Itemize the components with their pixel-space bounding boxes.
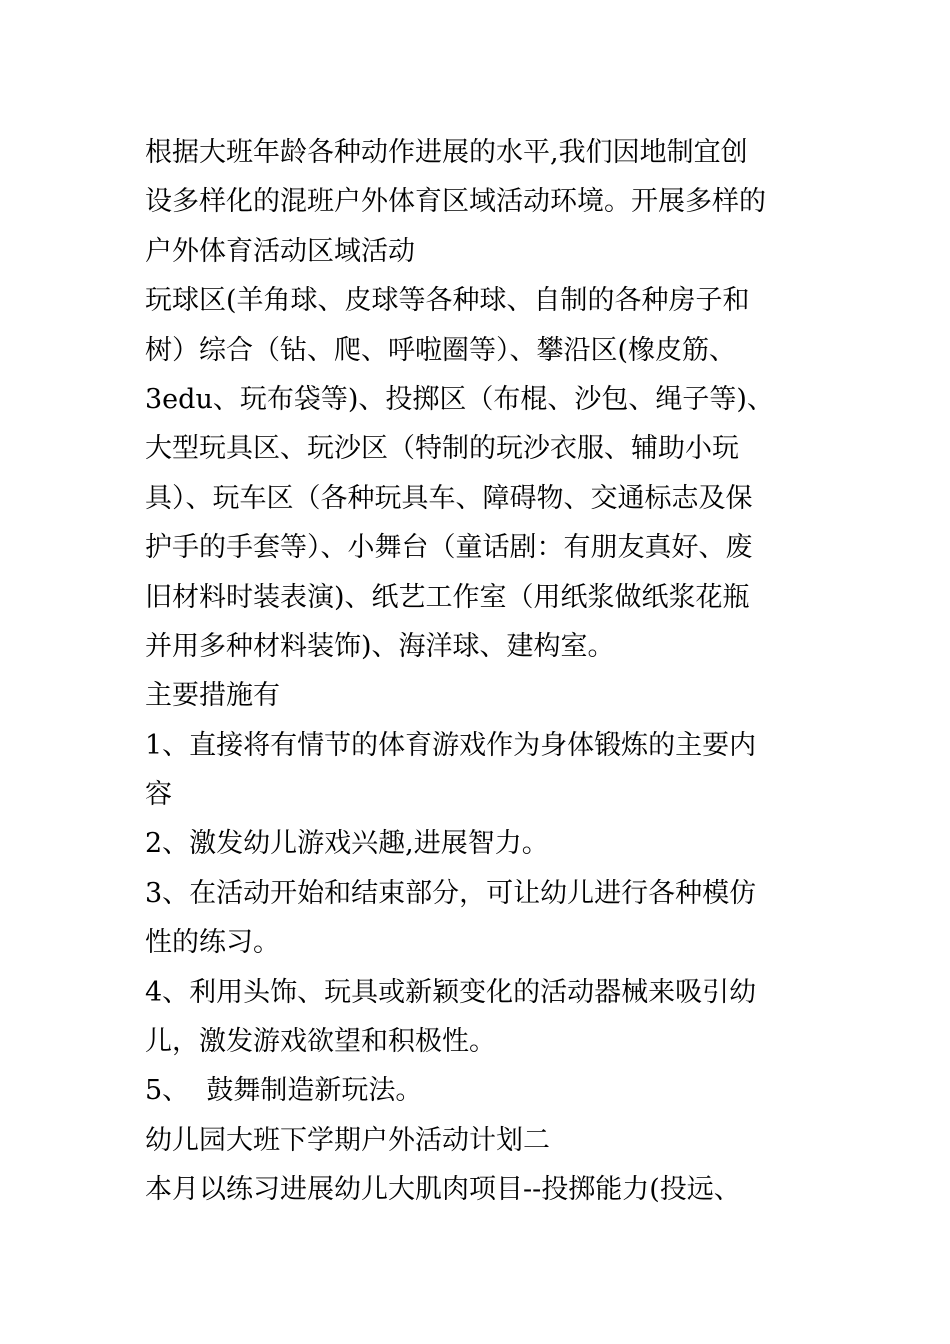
- body-text-line: 本月以练习进展幼儿大肌肉项目--投掷能力(投远、: [145, 1174, 741, 1206]
- body-text-line: 并用多种材料装饰)、海洋球、建构室。: [145, 630, 615, 662]
- body-text-line: 设多样化的混班户外体育区域活动环境。开展多样的: [145, 186, 766, 218]
- body-text-line: 大型玩具区、玩沙区（特制的玩沙衣服、辅助小玩: [145, 433, 739, 465]
- body-text-line: 3edu、玩布袋等)、投掷区（布棍、沙包、绳子等)、: [145, 383, 774, 415]
- list-item: 1、直接将有情节的体育游戏作为身体锻炼的主要内: [145, 729, 757, 761]
- body-text-line: 根据大班年龄各种动作进展的水平,我们因地制宜创: [145, 137, 748, 168]
- list-item-continuation: 儿，激发游戏欲望和积极性。: [145, 1026, 496, 1058]
- section-heading: 主要措施有: [145, 680, 280, 712]
- list-item: 3、在活动开始和结束部分，可让幼儿进行各种模仿: [145, 877, 757, 909]
- list-item-continuation: 性的练习。: [145, 927, 280, 959]
- body-text-line: 玩球区(羊角球、皮球等各种球、自制的各种房子和: [145, 285, 750, 317]
- list-item: 5、 鼓舞制造新玩法。: [145, 1075, 423, 1107]
- body-text-line: 树）综合（钻、爬、呼啦圈等）、攀沿区(橡皮筋、: [145, 334, 737, 366]
- section-heading: 幼儿园大班下学期户外活动计划二: [145, 1124, 550, 1156]
- body-text-line: 护手的手套等）、小舞台（童话剧：有朋友真好、废: [145, 532, 753, 564]
- body-text-line: 户外体育活动区域活动: [145, 235, 415, 267]
- document-body: [145, 128, 810, 1215]
- body-text-line: 具）、玩车区（各种玩具车、障碍物、交通标志及保: [145, 482, 753, 514]
- list-item: 4、利用头饰、玩具或新颖变化的活动器械来吸引幼: [145, 976, 757, 1008]
- list-item-continuation: 容: [145, 779, 172, 811]
- list-item: 2、激发幼儿游戏兴趣,进展智力。: [145, 828, 549, 860]
- body-text-line: 旧材料时装表演)、纸艺工作室（用纸浆做纸浆花瓶: [145, 581, 750, 613]
